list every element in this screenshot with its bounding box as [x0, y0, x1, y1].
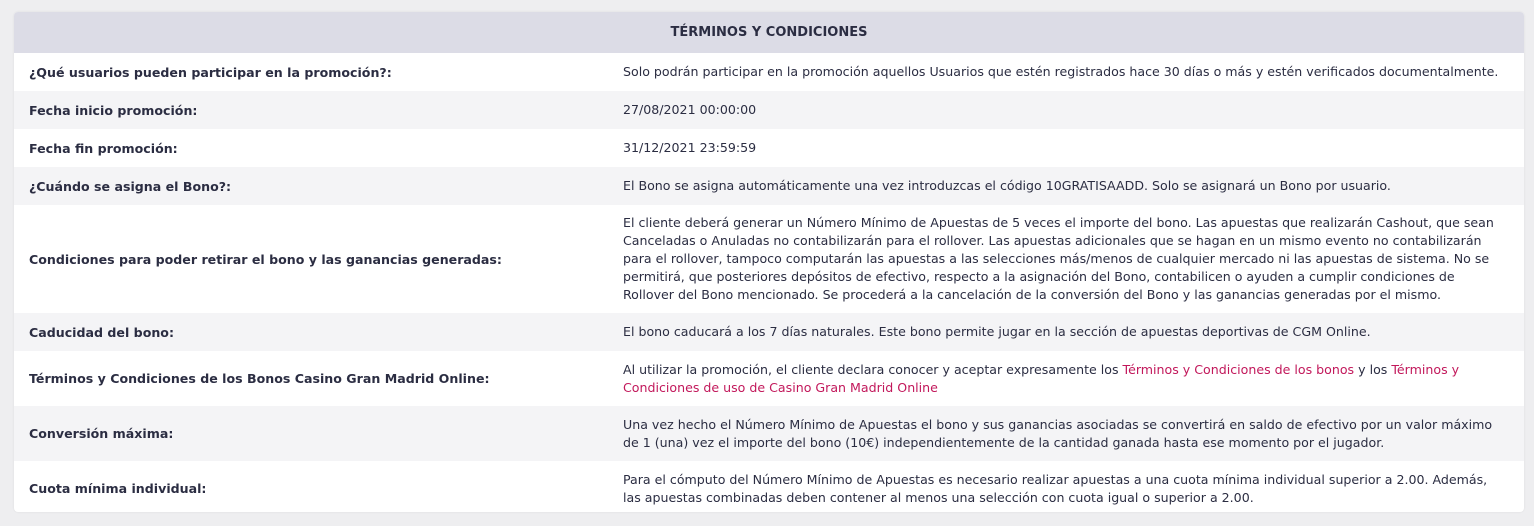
terms-card	[14, 12, 1524, 512]
table-row	[14, 205, 1524, 313]
row-label: Conversión máxima:	[29, 426, 174, 441]
row-label: Fecha inicio promoción:	[29, 102, 198, 118]
row-value: 31/12/2021 23:59:59	[623, 140, 757, 155]
row-value: El bono caducará a los 7 días naturales. Este bono permite jugar en la sección de apuestas deportivas de CGM Online.	[623, 324, 1371, 339]
usage-terms-link[interactable]: Términos y Condiciones de uso de Casino Gran Madrid Online	[623, 361, 1460, 395]
row-label: ¿Qué usuarios pueden participar en la promoción?:	[29, 64, 392, 80]
terms-title: TÉRMINOS Y CONDICIONES	[670, 25, 868, 40]
table-row	[14, 53, 1524, 91]
row-value: El Bono se asigna automáticamente una vez introduzcas el código 10GRATISAADD. Solo se asignará un Bono por usuario.	[623, 178, 1391, 193]
row-value: 27/08/2021 00:00:00	[623, 102, 757, 117]
table-row	[14, 406, 1524, 461]
table-row	[14, 351, 1524, 406]
row-value: Para el cómputo del Número Mínimo de Apuestas es necesario realizar apuestas a una cuota mínima individual superior a 2.00. Además, las apuestas combinadas deben contener al menos una selección con cuota igual o superior a 2.00.	[623, 471, 1488, 505]
table-row	[14, 167, 1524, 205]
row-value: Solo podrán participar en la promoción aquellos Usuarios que estén registrados hace 30 días o más y estén verificados documentalmente.	[623, 64, 1499, 79]
row-label: Términos y Condiciones de los Bonos Casino Gran Madrid Online:	[29, 371, 490, 386]
row-value	[623, 361, 1509, 397]
table-row	[14, 313, 1524, 351]
row-label: Caducidad del bono:	[29, 324, 174, 340]
terms-header	[14, 12, 1524, 53]
row-label: Cuota mínima individual:	[29, 481, 207, 496]
row-value: Una vez hecho el Número Mínimo de Apuestas el bono y sus ganancias asociadas se convertirá en saldo de efectivo por un valor máximo de 1 (una) vez el importe del bono (10€) independientemente de la cantidad ganada hasta ese momento por el jugador.	[623, 416, 1493, 450]
row-value: El cliente deberá generar un Número Mínimo de Apuestas de 5 veces el importe del bono. Las apuestas que realizarán Cashout, que sean Canceladas o Anuladas no contabilizarán para el rollover. Las apuestas adicionales que se hagan en un mismo evento no contabilizarán para el rollover, tampoco computarán las apuestas a las selecciones más/menos de cualquier mercado ni las apuestas de sistema. No se permitirá, que posteriores depósitos de efectivo, respecto a la asignación del Bono, contabilicen o ayuden a cumplir condiciones de Rollover del Bono mencionado. Se procederá a la cancelación de la conversión del Bono y las ganancias generadas por el mismo.	[623, 215, 1494, 302]
row-value-prefix: Al utilizar la promoción, el cliente declara conocer y aceptar expresamente los	[623, 361, 1123, 377]
row-label: Fecha fin promoción:	[29, 140, 178, 156]
table-row	[14, 91, 1524, 129]
bonus-terms-link[interactable]: Términos y Condiciones de los bonos	[1122, 361, 1355, 377]
row-value-middle: y los	[1354, 361, 1392, 377]
row-label: Condiciones para poder retirar el bono y las ganancias generadas:	[29, 251, 502, 267]
table-row	[14, 129, 1524, 167]
table-row	[14, 461, 1524, 512]
row-label: ¿Cuándo se asigna el Bono?:	[29, 178, 232, 194]
